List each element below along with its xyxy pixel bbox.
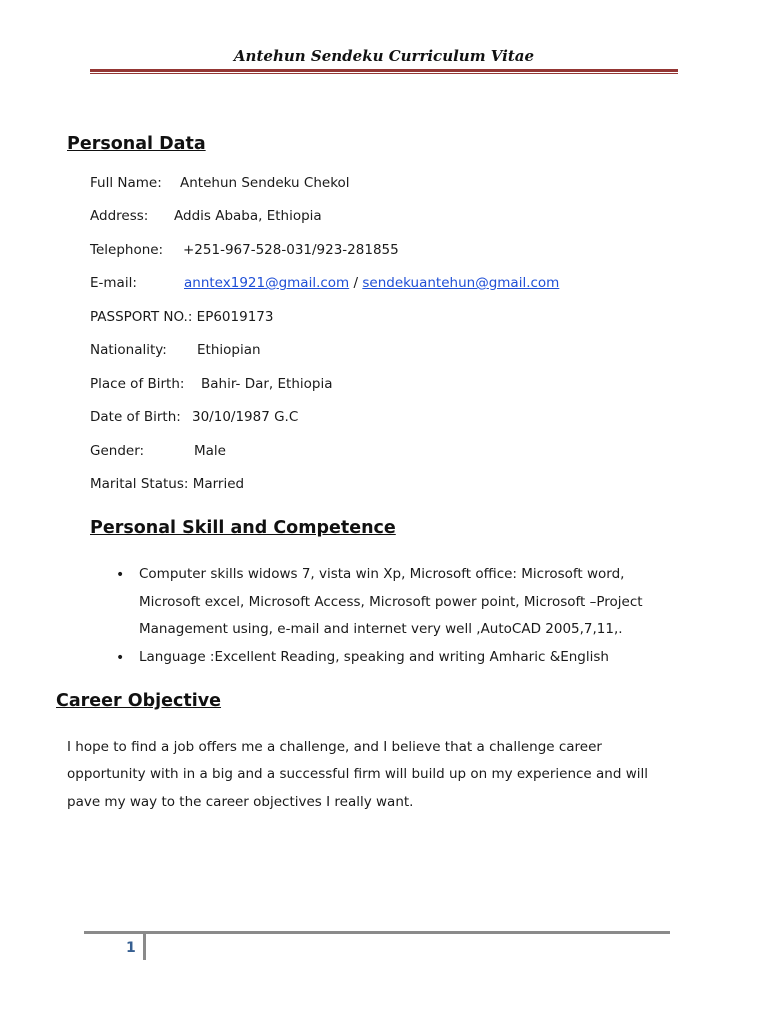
full-name-label: Full Name:	[90, 175, 162, 191]
document-header-title: Antehun Sendeku Curriculum Vitae	[233, 47, 535, 65]
personal-data-heading: Personal Data	[67, 134, 206, 154]
birth-place-value: Bahir- Dar, Ethiopia	[201, 376, 333, 392]
nationality-row	[90, 342, 261, 358]
address-label: Address:	[90, 208, 149, 224]
birth-place-row	[90, 376, 332, 392]
page-number-divider	[143, 934, 146, 960]
telephone-row	[90, 242, 399, 258]
bullet-marker: •	[116, 650, 125, 666]
nationality-label: Nationality:	[90, 342, 167, 358]
full-name-row	[90, 175, 350, 191]
email-link-primary[interactable]: anntex1921@gmail.com	[184, 275, 350, 291]
birth-date-label: Date of Birth:	[90, 409, 181, 425]
career-heading: Career Objective	[56, 691, 222, 711]
marital-value: Married	[192, 476, 245, 492]
page-number: 1	[126, 940, 136, 956]
email-label: E-mail:	[90, 275, 137, 291]
skill-item-language: Language :Excellent Reading, speaking and writing Amharic &English	[139, 649, 609, 665]
gender-row	[90, 443, 226, 459]
telephone-value: +251-967-528-031/923-281855	[183, 242, 399, 258]
email-separator: /	[353, 275, 359, 291]
birth-place-label: Place of Birth:	[90, 376, 185, 392]
email-link-secondary[interactable]: sendekuantehun@gmail.com	[362, 275, 560, 291]
skill-item-computer: Computer skills widows 7, vista win Xp, Microsoft office: Microsoft word, Microsoft excel, Microsoft Access, Microsoft power point, Microsoft –Project Management using, e-mail and internet very well ,AutoCAD 2005,7,11,.	[139, 566, 643, 637]
address-row	[90, 208, 322, 224]
bullet-marker: •	[116, 567, 125, 583]
passport-row	[90, 309, 273, 325]
passport-label: PASSPORT NO.:	[90, 309, 193, 325]
skills-heading: Personal Skill and Competence	[90, 518, 396, 538]
birth-date-row	[90, 409, 298, 425]
nationality-value: Ethiopian	[197, 342, 261, 358]
gender-label: Gender:	[90, 443, 145, 459]
passport-value: EP6019173	[196, 309, 274, 325]
career-paragraph: I hope to find a job offers me a challenge, and I believe that a challenge career opportunity with in a big and a successful firm will build up on my experience and will pave my way to the career objectives I really want.	[67, 739, 649, 810]
birth-date-value: 30/10/1987 G.C	[192, 409, 299, 425]
header-rule	[90, 69, 678, 72]
gender-value: Male	[194, 443, 226, 459]
marital-row	[90, 476, 244, 492]
footer-rule	[84, 931, 670, 934]
telephone-label: Telephone:	[90, 242, 164, 258]
full-name-value: Antehun Sendeku Chekol	[180, 175, 350, 191]
email-row	[90, 275, 559, 291]
header-rule-thin	[90, 73, 678, 74]
address-value: Addis Ababa, Ethiopia	[174, 208, 322, 224]
marital-label: Marital Status:	[90, 476, 189, 492]
